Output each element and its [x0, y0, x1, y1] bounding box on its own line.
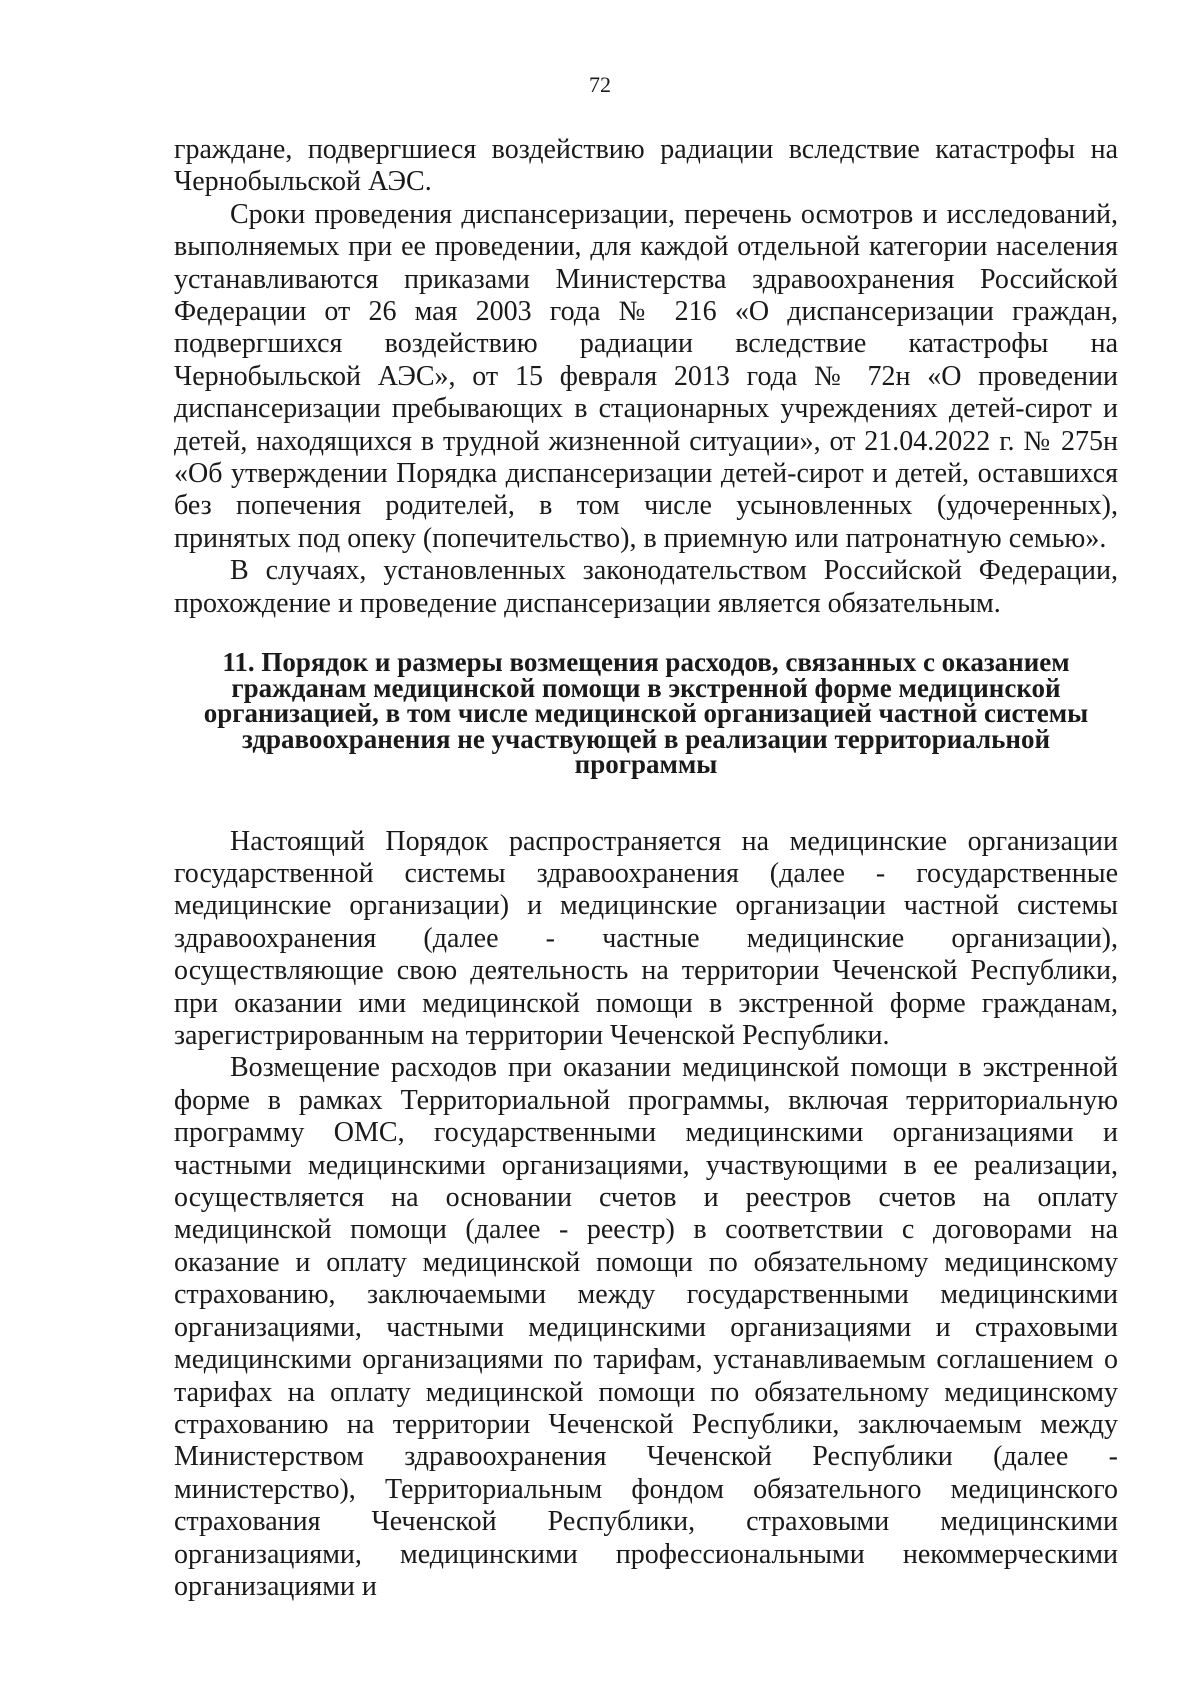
paragraph-reimbursement: Возмещение расходов при оказании медицинской помощи в экстренной форме в рамках Территориальной программы, включая территориальную программу ОМС, государственными медицинскими организациями и частными медицинскими организациями, участвующими в ее реализации, осуществляется на основании счетов и реестров счетов на оплату медицинской помощи (далее - реестр) в соответствии с договорами на оказание и оплату медицинской помощи по обязательному медицинскому страхованию, заключаемыми между государственными медицинскими организациями, частными медицинскими организациями и страховыми медицинскими организациями по тарифам, устанавливаемым соглашением о тарифах на оплату медицинской помощи по обязательному медицинскому страхованию на территории Чеченской Республики, заключаемым между Министерством здравоохранения Чеченской Республики (далее - министерство), Территориальным фондом обязательного медицинского страхования Чеченской Республики, страховыми медицинскими организациями, медицинскими профессиональными некоммерческими организациями и: [174, 1052, 1118, 1602]
paragraph-dispensarization-terms: Сроки проведения диспансеризации, перечень осмотров и исследований, выполняемых при ее проведении, для каждой отдельной категории населения устанавливаются приказами Министерства здравоохранения Российской Федерации от 26 мая 2003 года № 216 «О диспансеризации граждан, подвергшихся воздействию радиации вследствие катастрофы на Чернобыльской АЭС», от 15 февраля 2013 года № 72н «О проведении диспансеризации пребывающих в стационарных учреждениях детей-сирот и детей, находящихся в трудной жизненной ситуации», от 21.04.2022 г. № 275н «Об утверждении Порядка диспансеризации детей-сирот и детей, оставшихся без попечения родителей, в том числе усыновленных (удочеренных), принятых под опеку (попечительство), в приемную или патронатную семью».: [174, 198, 1118, 554]
paragraph-mandatory-cases: В случаях, установленных законодательством Российской Федерации, прохождение и проведение диспансеризации является обязательным.: [174, 555, 1118, 619]
spacer: [174, 778, 1118, 826]
spacer: [174, 620, 1118, 650]
document-body: [174, 134, 1118, 1603]
paragraph-scope: Настоящий Порядок распространяется на медицинские организации государственной системы здравоохранения (далее - государственные медицинские организации) и медицинские организации частной системы здравоохранения (далее - частные медицинские организации), осуществляющие свою деятельность на территории Чеченской Республики, при оказании ими медицинской помощи в экстренной форме гражданам, зарегистрированным на территории Чеченской Республики.: [174, 825, 1118, 1052]
page-number: 72: [589, 72, 611, 97]
paragraph-continuation: граждане, подвергшиеся воздействию радиации вследствие катастрофы на Чернобыльской АЭС.: [174, 134, 1118, 198]
section-heading: 11. Порядок и размеры возмещения расходов, связанных с оказанием гражданам медицинской помощи в экстренной форме медицинской организацией, в том числе медицинской организацией частной системы здравоохранения не участвующей в реализации территориальной программы: [203, 647, 1089, 780]
